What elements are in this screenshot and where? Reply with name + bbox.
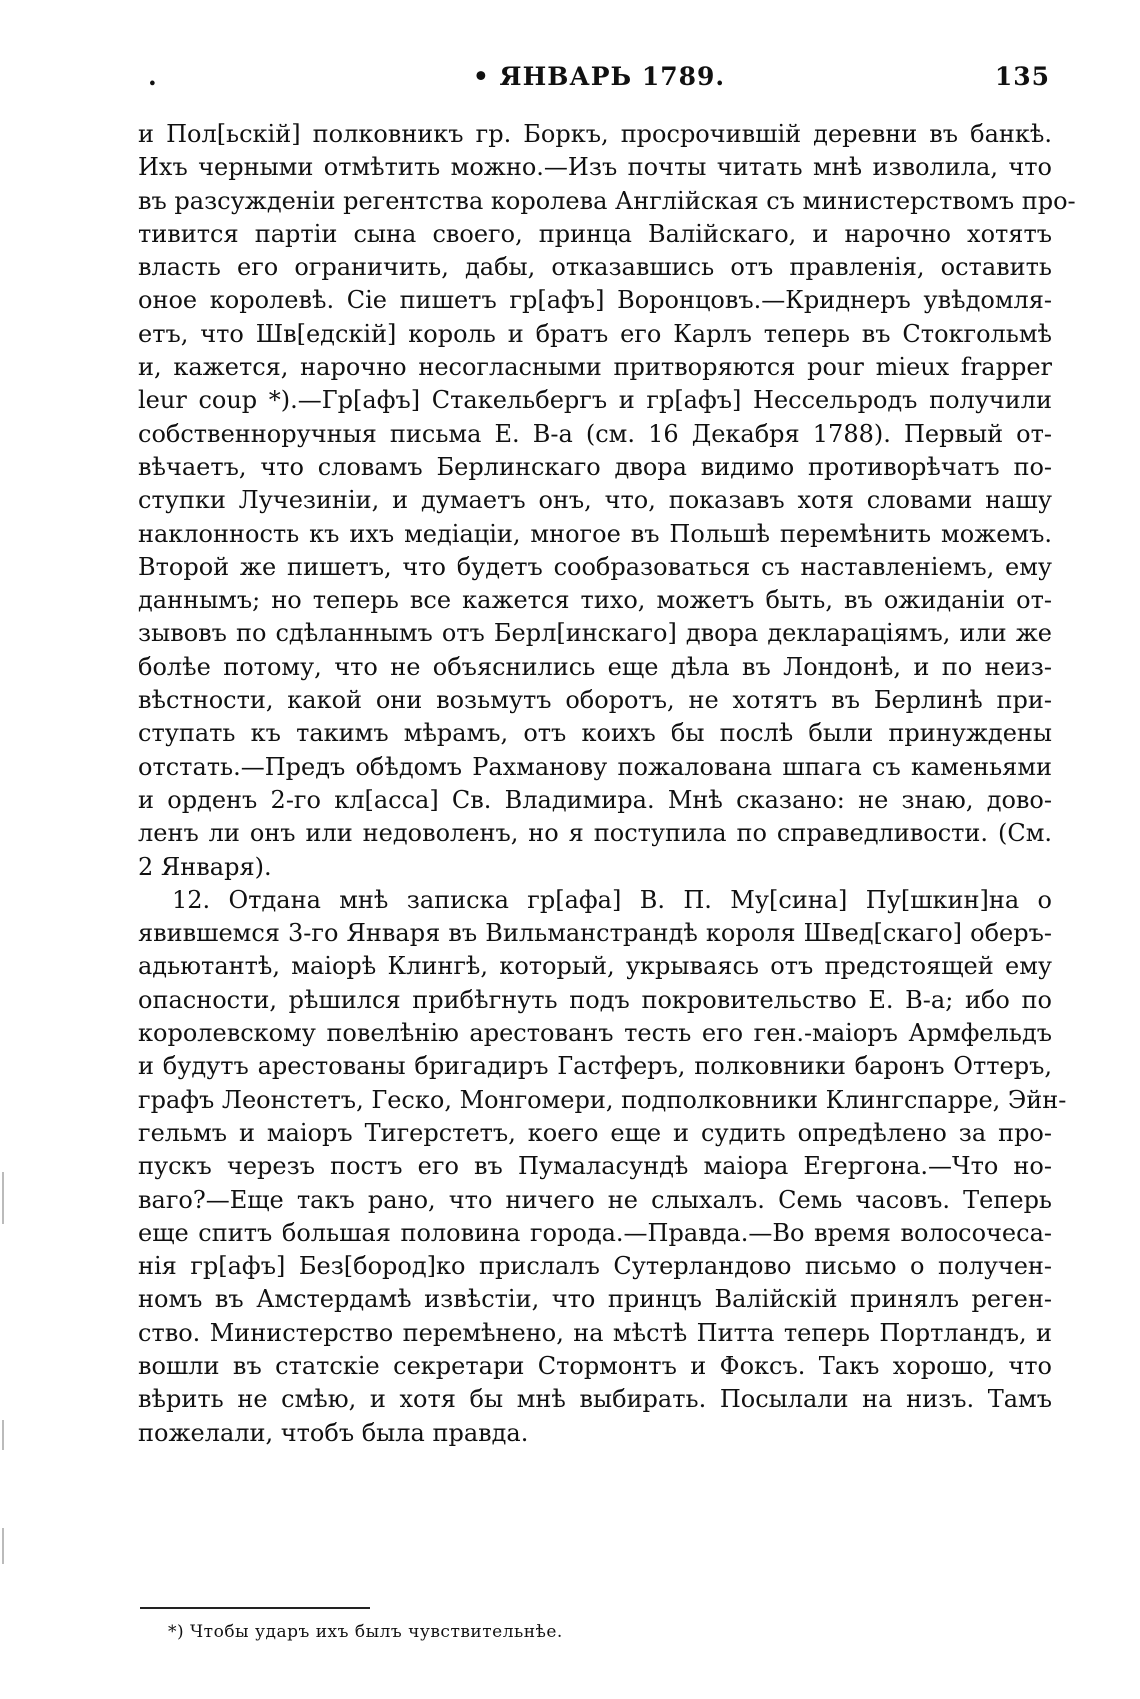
text-line: 12. Отдана мнѣ записка гр[афа] В. П. Му[сина] Пу[шкин]на о bbox=[172, 885, 1052, 914]
running-header bbox=[148, 62, 1050, 102]
text-line: королевскому повелѣнію арестованъ тесть его ген.-маіоръ Армфельдъ bbox=[138, 1019, 1052, 1048]
text-line: leur coup *).—Гр[афъ] Стакельбергъ и гр[афъ] Нессельродъ получили bbox=[138, 386, 1052, 415]
text-line: ступать къ такимъ мѣрамъ, отъ коихъ бы послѣ были принуждены bbox=[138, 719, 1052, 748]
text-line: вѣчаетъ, что словамъ Берлинскаго двора видимо противорѣчатъ по- bbox=[138, 452, 1052, 481]
text-line: вѣрить не смѣю, и хотя бы мнѣ выбирать. Посылали на низъ. Тамъ bbox=[138, 1385, 1052, 1414]
text-line: власть его ограничить, дабы, отказавшись отъ правленія, оставить bbox=[138, 253, 1052, 282]
text-line: опасности, рѣшился прибѣгнуть подъ покровительство Е. В-а; ибо по bbox=[138, 985, 1052, 1014]
header-dot: . bbox=[148, 62, 158, 91]
text-line: нія гр[афъ] Без[бород]ко прислалъ Сутерландово письмо о получен- bbox=[138, 1252, 1052, 1281]
text-line: и будутъ арестованы бригадиръ Гастферъ, полковники баронъ Оттеръ, bbox=[138, 1052, 1052, 1081]
text-line: еще спитъ большая половина города.—Правда.—Во время волосочеса- bbox=[138, 1218, 1052, 1247]
scan-margin-mark bbox=[2, 1528, 4, 1564]
text-line: зывовъ по сдѣланнымъ отъ Берл[инскаго] двора декларацiямъ, или же bbox=[138, 619, 1052, 648]
scan-margin-mark bbox=[2, 1420, 4, 1450]
text-line: собственноручныя письма Е. В-а (см. 16 Декабря 1788). Первый от- bbox=[138, 419, 1052, 448]
text-line: Ихъ черными отмѣтить можно.—Изъ почты читать мнѣ изволила, что bbox=[138, 153, 1052, 182]
body-text bbox=[138, 118, 1076, 1450]
text-line: адьютантѣ, маіорѣ Клингѣ, который, укрываясь отъ предстоящей ему bbox=[138, 952, 1052, 981]
paragraph-continued bbox=[138, 118, 1076, 884]
text-line: въ разсужденіи регентства королева Англійская съ министерствомъ про- bbox=[138, 186, 1076, 215]
text-line: гельмъ и маіоръ Тигерстетъ, коего еще и судить опредѣлено за про- bbox=[138, 1118, 1052, 1147]
text-line: ство. Министерство перемѣнено, на мѣстѣ Питта теперь Портландъ, и bbox=[138, 1318, 1052, 1347]
text-line: ваго?—Еще такъ рано, что ничего не слыхалъ. Семь часовъ. Теперь bbox=[138, 1185, 1052, 1214]
header-title: • ЯНВАРЬ 1789. bbox=[472, 62, 726, 91]
footnote-divider bbox=[140, 1607, 370, 1609]
text-line: Второй же пишетъ, что будетъ сообразоваться съ наставленіемъ, ему bbox=[138, 552, 1052, 581]
text-line: вошли въ статскіе секретари Стормонтъ и Фоксъ. Такъ хорошо, что bbox=[138, 1351, 1052, 1380]
text-line: пожелали, чтобъ была правда. bbox=[138, 1418, 529, 1447]
page-number: 135 bbox=[994, 62, 1050, 91]
text-line: графъ Леонстетъ, Геско, Монгомери, подполковники Клингспарре, Эйн- bbox=[138, 1085, 1067, 1114]
text-line: и Пол[ьскій] полковникъ гр. Боркъ, просрочившій деревни въ банкѣ. bbox=[138, 120, 1052, 148]
text-line: номъ въ Амстердамѣ извѣстіи, что принцъ Валійскій принялъ реген- bbox=[138, 1285, 1052, 1314]
text-line: и орденъ 2-го кл[асса] Св. Владимира. Мнѣ сказано: не знаю, дово- bbox=[138, 785, 1052, 814]
text-line: болѣе потому, что не объяснились еще дѣла въ Лондонѣ, и по неиз- bbox=[138, 652, 1052, 681]
text-line: вѣстности, какой они возьмутъ оборотъ, не хотятъ въ Берлинѣ при- bbox=[138, 686, 1052, 715]
text-line: пускъ черезъ постъ его въ Пумаласундѣ маіора Егергона.—Что но- bbox=[138, 1152, 1052, 1181]
footnote: *) Чтобы ударъ ихъ былъ чувствительнѣе. bbox=[168, 1622, 563, 1642]
paragraph-entry-12 bbox=[138, 884, 1067, 1450]
text-line: ступки Лучезиніи, и думаетъ онъ, что, показавъ хотя словами нашу bbox=[138, 486, 1052, 515]
text-line: явившемся 3-го Января въ Вильманстрандѣ короля Швед[скаго] оберъ- bbox=[138, 919, 1052, 948]
text-line: тивится партіи сына своего, принца Валійскаго, и нарочно хотятъ bbox=[138, 219, 1052, 248]
scan-margin-mark bbox=[2, 1172, 4, 1224]
text-line: 2 Января). bbox=[138, 852, 272, 881]
text-line: ленъ ли онъ или недоволенъ, но я поступила по справедливости. (См. bbox=[138, 819, 1052, 848]
text-line: етъ, что Шв[едскій] король и братъ его Карлъ теперь въ Стокгольмѣ bbox=[138, 319, 1052, 348]
text-line: и, кажется, нарочно несогласными притворяются pour mieux frapper bbox=[138, 353, 1052, 382]
text-line: отстать.—Предъ обѣдомъ Рахманову пожалована шпага съ каменьями bbox=[138, 752, 1052, 781]
text-line: даннымъ; но теперь все кажется тихо, можетъ быть, въ ожиданіи от- bbox=[138, 586, 1052, 615]
text-line: оное королевѣ. Сіе пишетъ гр[афъ] Воронцовъ.—Криднеръ увѣдомля- bbox=[138, 286, 1052, 315]
text-line: наклонность къ ихъ медіаціи, многое въ Польшѣ перемѣнить можемъ. bbox=[138, 519, 1052, 548]
